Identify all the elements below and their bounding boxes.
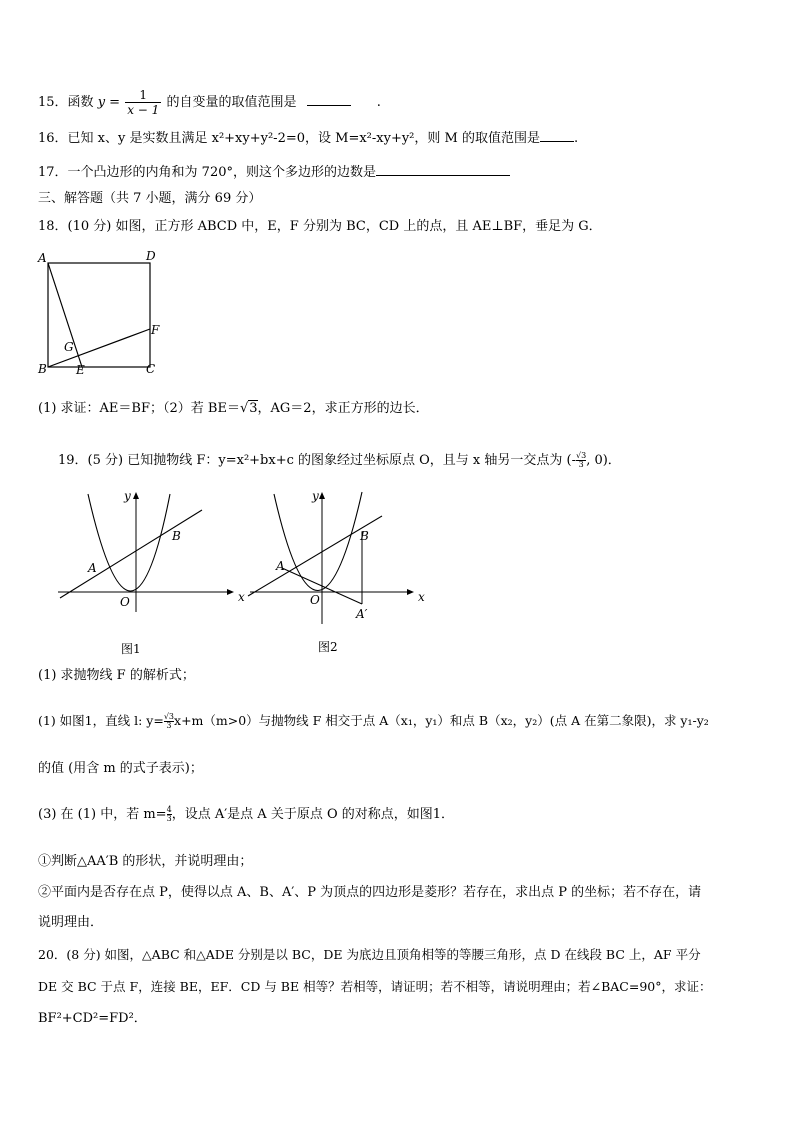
- q17-text: 17．一个凸边形的内角和为 720°，则这个多边形的边数是: [38, 165, 376, 180]
- q19-part-2: [38, 712, 709, 730]
- q18-sub-prefix: (1) 求证：AE＝BF；（2）若 BE＝: [38, 401, 240, 416]
- question-18: 18．(10 分) 如图，正方形 ABCD 中，E，F 分别为 BC，CD 上的点，且 AE⊥BF，垂足为 G．: [38, 219, 602, 234]
- origin-label: O: [120, 595, 130, 609]
- q19-part3-prefix: (3) 在 (1) 中，若 m=: [38, 807, 167, 822]
- axis-x-label: x: [418, 590, 425, 604]
- q16-text: 16．已知 x、y 是实数且满足 x²+xy+y²-2=0，设 M=x²-xy+y²，则 M 的取值范围是: [38, 131, 540, 146]
- q18-sqrt-value: 3: [249, 401, 258, 416]
- q19-minus: -: [571, 453, 577, 468]
- q19-part2-den: 3: [166, 721, 172, 730]
- q19-suffix: , 0)．: [586, 453, 621, 468]
- answer-blank: [540, 141, 574, 142]
- q15-denominator: x − 1: [127, 103, 160, 117]
- q19-prefix: 19．(5 分) 已知抛物线 F：y=x²+bx+c 的图象经过坐标原点 O，且与 x 轴另一交点为 (: [58, 453, 572, 468]
- figure-2-caption: 图2: [318, 640, 338, 654]
- point-A-label: A: [276, 559, 285, 573]
- figure-1-caption: 图1: [121, 642, 141, 656]
- q19-part2-num: √3: [163, 712, 175, 721]
- q16-period: .: [573, 131, 579, 146]
- sqrt-symbol: √: [239, 401, 249, 416]
- q19-part2-fraction: [164, 713, 174, 730]
- q18-sub-suffix: ，AG＝2，求正方形的边长．: [257, 401, 429, 416]
- figure-1: [52, 488, 245, 616]
- q19-part2-suffix: x+m（m>0）与抛物线 F 相交于点 A（x₁，y₁）和点 B（x₂，y₂）(点 A 在第二象限)，求 y₁-y₂: [174, 713, 709, 728]
- q20-line-3: BF²+CD²=FD²．: [38, 1011, 147, 1026]
- answer-blank: [307, 105, 351, 106]
- q19-item-2: ②平面内是否存在点 P，使得以点 A、B、A′、P 为顶点的四边形是菱形？若存在，求出点 P 的坐标；若不存在，请: [38, 885, 702, 900]
- q19-part-1: (1) 求抛物线 F 的解析式；: [38, 668, 195, 683]
- q19-frac-num: √3: [576, 451, 587, 460]
- section-heading: 三、解答题（共 7 小题，满分 69 分）: [38, 191, 262, 206]
- label-C: C: [146, 362, 156, 376]
- q20-line-2: DE 交 BC 于点 F，连接 BE，EF．CD 与 BE 相等？若相等，请证明；若不相等，请说明理由；若∠BAC=90°，求证：: [38, 979, 712, 994]
- q19-fraction: [576, 452, 586, 469]
- axis-y-label: y: [312, 489, 319, 503]
- figure-2: [244, 488, 434, 628]
- q19-part3-den: 3: [166, 814, 172, 823]
- q15-y: y =: [97, 95, 121, 110]
- question-15: [38, 88, 381, 117]
- q19-part3-suffix: ，设点 A′是点 A 关于原点 O 的对称点，如图1．: [171, 807, 455, 822]
- label-G: G: [64, 340, 74, 354]
- q19-frac-den: 3: [578, 460, 584, 469]
- q15-suffix: 的自变量的取值范围是: [166, 95, 297, 110]
- origin-label: O: [310, 593, 320, 607]
- question-19: [58, 452, 621, 470]
- q15-fraction: [125, 88, 161, 117]
- point-A-prime-label: A′: [356, 607, 368, 621]
- q19-part2-prefix: (1) 如图1，直线 l: y=: [38, 713, 164, 728]
- label-F: F: [151, 323, 160, 337]
- answer-blank: [376, 175, 510, 176]
- q19-part-2-cont: 的值 (用含 m 的式子表示)；: [38, 761, 203, 776]
- label-A: A: [38, 251, 47, 265]
- q19-item-2-cont: 说明理由．: [38, 915, 104, 930]
- q19-item-1: ①判断△AA′B 的形状，并说明理由；: [38, 854, 253, 869]
- square-figure: [34, 246, 174, 382]
- axis-y-label: y: [124, 489, 131, 503]
- label-B: B: [38, 362, 47, 376]
- label-D: D: [146, 249, 156, 263]
- axis-x-label: x: [238, 590, 245, 604]
- point-B-label: B: [172, 529, 181, 543]
- q18-subquestions: [38, 400, 429, 418]
- q15-prefix: 15．函数: [38, 95, 94, 110]
- q19-part-3: [38, 806, 454, 824]
- q20-line-1: 20．(8 分) 如图，△ABC 和△ADE 分别是以 BC，DE 为底边且顶角相等的等腰三角形，点 D 在线段 BC 上，AF 平分: [38, 947, 701, 962]
- q15-numerator: 1: [125, 88, 161, 103]
- point-B-label: B: [360, 529, 369, 543]
- question-17: [38, 164, 510, 182]
- label-E: E: [76, 363, 85, 377]
- question-16: [38, 130, 578, 148]
- point-A-label: A: [88, 561, 97, 575]
- q19-part3-num: 4: [166, 805, 172, 814]
- q15-period: .: [376, 95, 381, 110]
